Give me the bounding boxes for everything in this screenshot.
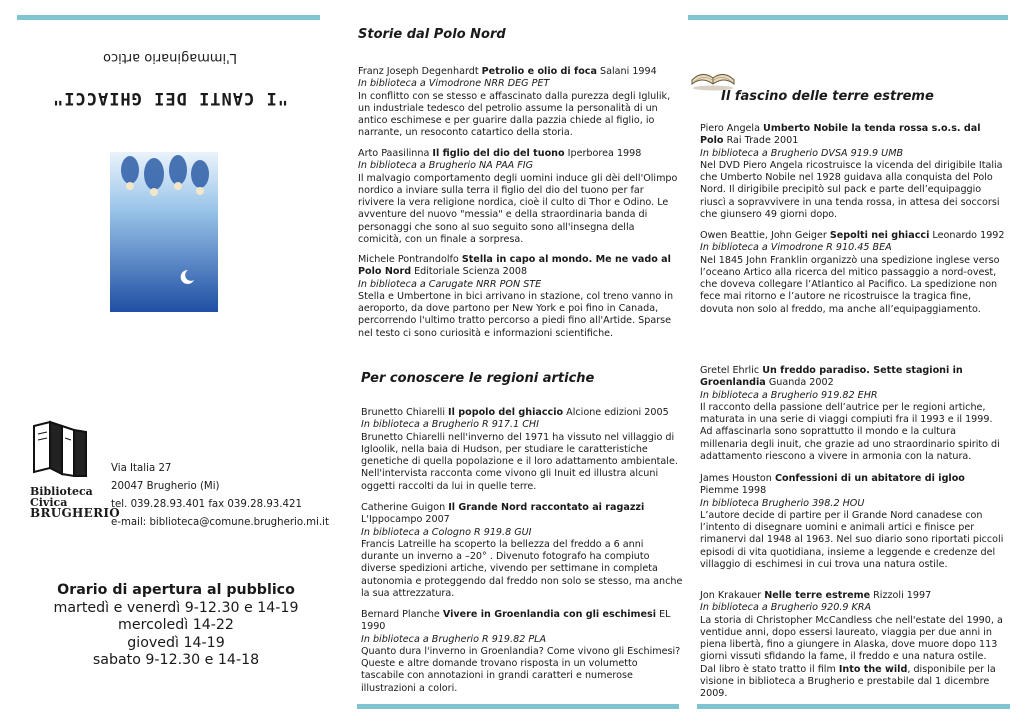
- hours-line: mercoledì 14-22: [118, 617, 234, 633]
- book-entry: [700, 365, 1005, 463]
- entry-title: Sepolti nei ghiacci: [829, 230, 930, 241]
- logo-line1: Biblioteca: [30, 485, 93, 498]
- hours-line: martedì e venerdì 9-12.30 e 14-19: [53, 599, 299, 616]
- entry-author: Jon Krakauer: [700, 590, 765, 601]
- entry-location: In biblioteca a Vimodrone R 910.45 BEA: [700, 242, 892, 254]
- entry-title: Il figlio del dio del tuono: [432, 148, 565, 159]
- entry-author: Brunetto Chiarelli: [361, 407, 449, 418]
- hours-line: giovedì 14-19: [127, 634, 225, 651]
- entry-author: Michele Pontrandolfo: [358, 254, 462, 265]
- entry-title: Il Grande Nord raccontato ai ragazzi: [448, 502, 645, 513]
- library-logo: [30, 420, 121, 520]
- entry-publisher: Piemme 1998: [700, 485, 767, 497]
- entry-author: Catherine Guigon: [361, 502, 449, 513]
- entry-description: Francis Latreille ha scoperto la bellezza del freddo a 6 anni durante un inverno a –20° . Divenuto fotografo ha compiuto diverse spedizioni artiche, vivendo per settimane in completa autonomia e proteggendo dal freddo non solo se stesso, ma anche la sua attrezzatura.: [361, 538, 683, 600]
- entry-location: In biblioteca a Vimodrone NRR DEG PET: [358, 78, 550, 90]
- book-entry: [700, 590, 1005, 701]
- email: e-mail: biblioteca@comune.brugherio.mi.it: [111, 517, 330, 528]
- entry-description: Il malvagio comportamento degli uomini induce gli dèi dell'Olimpo nordico a inviare sulla terra il figlio del dio del tuono per far rivivere la vera religione nordica, cioè il culto di Thor e Odino. Le avventure del nuovo "messia" e della straordinaria banda di personaggi che sono al suo seguito sono all'insegna della comicità, con un finale a sorpresa.: [358, 172, 678, 246]
- entry-publisher: L'Ippocampo 2007: [361, 514, 450, 526]
- entry-title: Confessioni di un abitatore di igloo: [774, 473, 965, 484]
- entry-title: Petrolio e olio di foca: [481, 66, 597, 77]
- entry-publisher: Rizzoli 1997: [870, 590, 932, 601]
- entry-publisher: Alcione edizioni 2005: [563, 407, 669, 418]
- books-icon: [30, 420, 92, 478]
- entry-description: Il racconto della passione dell’autrice per le regioni artiche, maturata in una serie di viaggi compiuti fra il 1993 e il 1999. Ad affascinarla sono soprattutto il mondo e la cultura millenaria degli inuit, che grazie ad uno straordinario spirito di adattamento riescono a vivere in armonia con la natura.: [700, 401, 1000, 463]
- logo-line2: Civica: [30, 496, 68, 509]
- entry-location: In biblioteca a Brugherio 920.9 KRA: [700, 602, 872, 614]
- opening-hours: [20, 582, 332, 670]
- entry-description: Quanto dura l'inverno in Groenlandia? Come vivono gli Eschimesi? Queste e altre domande trovano risposta in un volumetto tascabile con annotazioni in grandi caratteri e numerose illustrazioni a colori.: [361, 645, 681, 694]
- hours-title: Orario di apertura al pubblico: [57, 582, 295, 598]
- cover-illustration: [110, 152, 218, 312]
- book-entry: [361, 502, 683, 600]
- book-entry: [358, 254, 680, 340]
- entry-publisher: Guanda 2002: [765, 377, 834, 389]
- entry-location: In biblioteca a Brugherio NA PAA FIG: [358, 160, 534, 172]
- entry-author: Bernard Planche: [361, 609, 443, 620]
- entry-description: Stella e Umbertone in bici arrivano in stazione, col treno vanno in aeroporto, da dove partono per New York e poi fino in Canada, percorrendo l'ultimo tratto percorso a piedi fino all'Artide. Sparse nel testo ci sono curiosità e informazioni scientifiche.: [358, 290, 674, 339]
- entry-description: La storia di Christopher McCandless che nell'estate del 1990, a ventidue anni, dopo essersi laureato, viaggia per due anni in piena libertà, fino a giungere in Alaska, dove muore dopo 113 giorni vissuti sfidando la fame, il freddo e una natura ostile. Dal libro è stato tratto il film: [700, 614, 1003, 675]
- section-title-terre-estreme: Il fascino delle terre estreme: [721, 89, 934, 104]
- top-bar-right: [688, 15, 1008, 20]
- entry-location: In biblioteca a Brugherio DVSA 919.9 UMB: [700, 147, 904, 159]
- entry-title: Il popolo del ghiaccio: [448, 407, 564, 418]
- entry-description: In conflitto con se stesso e affascinato dalla purezza degli Iglulik, un industriale tedesco del petrolio assume la personalità di un antico eschimese e per guarire dalla pazzia chiede al figlio, io narrante, un resoconto catartico della storia.: [358, 90, 671, 139]
- cover-title: "I CANTI DEI GHIACCI": [52, 88, 288, 108]
- entry-description: Brunetto Chiarelli nell'inverno del 1971 ha vissuto nel villaggio di Igloolik, nella baia di Hudson, per studiare le caratteristiche genetiche di quella popolazione e il loro adattamento ambientale. Nell'intervista racconta come vivono gli Inuit ed illustra alcuni oggetti raccolti da lui in quelle terre.: [361, 431, 678, 492]
- entry-author: Arto Paasilinna: [358, 148, 433, 159]
- entry-location: In biblioteca a Brugherio R 919.82 PLA: [361, 633, 547, 645]
- entry-title: Stella in capo al mondo. Me ne vado al Polo Nord: [358, 254, 671, 278]
- entry-author: Piero Angela: [700, 123, 764, 134]
- entry-title: Nelle terre estreme: [764, 590, 871, 601]
- top-bar-left: [17, 15, 320, 20]
- hours-line: sabato 9-12.30 e 14-18: [92, 652, 260, 668]
- open-book-icon: [688, 58, 738, 92]
- entry-description: Nel DVD Piero Angela ricostruisce la vicenda del dirigibile Italia che Umberto Nobile nel 1928 guidava alla conquista del Polo Nord. Il dirigibile precipitò sul pack e parte dell’equipaggio riuscì a sopravvivere in una tenda rossa, in attesa dei soccorsi che giunsero 49 giorni dopo.: [700, 159, 1003, 221]
- entry-author: Gretel Ehrlic: [700, 365, 763, 376]
- entry-location: In biblioteca a Cologno R 919.8 GUI: [361, 526, 532, 538]
- entry-author: James Houston: [700, 473, 775, 484]
- contact-info: [111, 460, 331, 532]
- section-title-regioni-artiche: Per conoscere le regioni artiche: [361, 371, 595, 386]
- book-entry: [358, 66, 680, 140]
- address-city: 20047 Brugherio (Mi): [111, 481, 220, 492]
- cover-subtitle: L'immaginario artico: [103, 50, 237, 65]
- book-entry: [361, 407, 683, 493]
- entry-title: Un freddo paradiso. Sette stagioni in Groenlandia: [700, 365, 963, 389]
- entry-location: In biblioteca Brugherio 398.2 HOU: [700, 497, 865, 509]
- entry-publisher: Iperborea 1998: [564, 148, 642, 159]
- entry-location: In biblioteca a Brugherio R 917.1 CHI: [361, 419, 539, 431]
- entry-author: Owen Beattie, John Geiger: [700, 230, 830, 241]
- entry-description-end: , disponibile per la visione in biblioteca a Brugherio e prestabile dal 1 dicembre 2009.: [700, 663, 996, 700]
- entry-publisher: EL 1990: [361, 609, 671, 633]
- book-entry: [700, 230, 1005, 316]
- entry-description: L’autore decide di partire per il Grande Nord canadese con l’intento di disegnare uomini e animali artici e finisce per rimanervi dal 1948 al 1963. Nel suo diario sono riportati piccoli episodi di vita quotidiana, insieme a leggende e credenze del villaggio di eschimesi in cui trova una natura ostile.: [700, 509, 1004, 571]
- bottom-bar-right: [697, 704, 1010, 709]
- bottom-bar-middle: [357, 704, 679, 709]
- logo-line3: BRUGHERIO: [30, 506, 121, 520]
- book-entry: [361, 609, 683, 695]
- entry-publisher: Rai Trade 2001: [723, 135, 799, 147]
- book-entry: [358, 148, 680, 246]
- entry-title: Vivere in Groenlandia con gli eschimesi: [442, 609, 657, 620]
- entry-author: Franz Joseph Degenhardt: [358, 66, 482, 77]
- phone-fax: tel. 039.28.93.401 fax 039.28.93.421: [111, 499, 302, 510]
- address-street: Via Italia 27: [111, 463, 172, 474]
- book-entry: [700, 473, 1005, 571]
- entry-title: Umberto Nobile la tenda rossa s.o.s. dal Polo: [700, 123, 981, 147]
- entry-publisher: Salani 1994: [596, 66, 657, 77]
- section-title-polo-nord: Storie dal Polo Nord: [358, 27, 506, 42]
- entry-film-title: Into the wild: [838, 663, 908, 675]
- entry-location: In biblioteca a Brugherio 919.82 EHR: [700, 389, 878, 401]
- entry-description: Nel 1845 John Franklin organizzò una spedizione inglese verso l’oceano Artico alla ricerca del mitico passaggio a nord-ovest, che doveva collegare l’Atlantico al Pacifico. La spedizione non fece mai ritorno e l’autore ne ricostruisce la tragica fine, dovuta non solo al freddo, ma anche all’equipaggiamento.: [700, 254, 1000, 315]
- book-entry: [700, 123, 1005, 221]
- entry-publisher: Editoriale Scienza 2008: [411, 266, 528, 278]
- entry-publisher: Leonardo 1992: [929, 230, 1005, 241]
- entry-location: In biblioteca a Carugate NRR PON STE: [358, 278, 542, 290]
